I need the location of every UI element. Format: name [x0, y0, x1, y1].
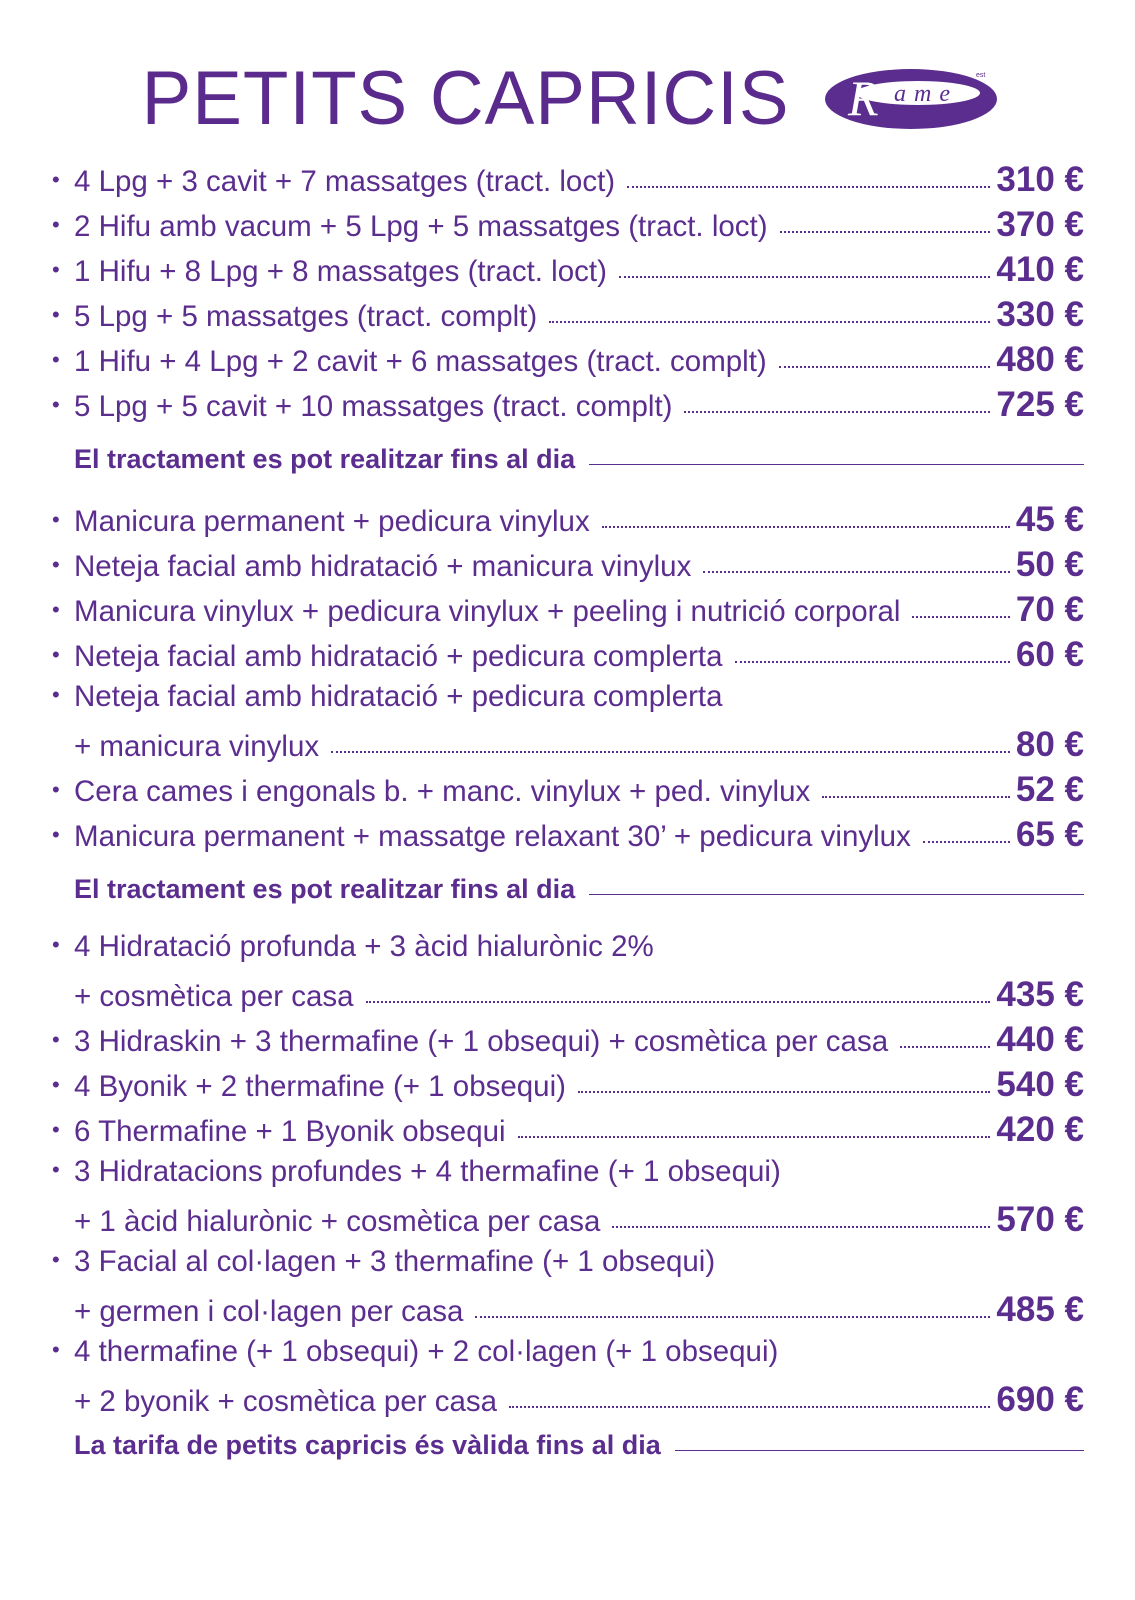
leader-dots: [900, 1042, 990, 1048]
list-item-continuation: [52, 1200, 1084, 1246]
note-text: El tractament es pot realitzar fins al dia: [74, 874, 576, 904]
leader-dots: [578, 1087, 990, 1093]
item-label: + 1 àcid hialurònic + cosmètica per casa: [74, 1205, 601, 1238]
list-item: [52, 1155, 1084, 1201]
list-item: [52, 1020, 1084, 1066]
list-item: [52, 500, 1084, 546]
list-item: [52, 590, 1084, 636]
bullet-icon: •: [52, 1247, 60, 1272]
list-item: [52, 770, 1084, 816]
item-label: + cosmètica per casa: [74, 980, 354, 1013]
logo-rest: ame: [894, 81, 959, 107]
bullet-icon: •: [52, 1072, 60, 1097]
item-label: + germen i col·lagen per casa: [74, 1295, 464, 1328]
list-item: [52, 295, 1084, 341]
bullet-icon: •: [52, 257, 60, 282]
bullet-icon: •: [52, 597, 60, 622]
leader-dots: [475, 1312, 990, 1318]
list-item: [52, 1065, 1084, 1111]
leader-dots: [331, 747, 1010, 753]
bullet-icon: •: [52, 642, 60, 667]
item-price: 65 €: [1015, 815, 1084, 854]
item-label: Cera cames i engonals b. + manc. vinylux + ped. vinylux: [74, 775, 811, 808]
list-item-continuation: [52, 1380, 1084, 1426]
leader-dots: [612, 1222, 990, 1228]
validity-note: [74, 1430, 1084, 1461]
bullet-icon: •: [52, 167, 60, 192]
list-item: [52, 635, 1084, 681]
list-item: [52, 160, 1084, 206]
item-price: 410 €: [996, 250, 1084, 289]
date-blank-line: [675, 1450, 1084, 1451]
bullet-icon: •: [52, 212, 60, 237]
bullet-icon: •: [52, 682, 60, 707]
validity-note: [74, 444, 1084, 475]
list-item-continuation: [52, 975, 1084, 1021]
leader-dots: [923, 837, 1010, 843]
item-price: 370 €: [996, 205, 1084, 244]
item-label: Manicura vinylux + pedicura vinylux + peeling i nutrició corporal: [74, 595, 901, 628]
bullet-icon: •: [52, 1337, 60, 1362]
logo-initial: R: [848, 70, 879, 126]
bullet-icon: •: [52, 1157, 60, 1182]
list-item: [52, 1335, 1084, 1381]
item-price: 70 €: [1015, 590, 1084, 629]
item-price: 540 €: [996, 1065, 1084, 1104]
item-label: 4 Hidratació profunda + 3 àcid hialurònic 2%: [74, 930, 654, 963]
leader-dots: [619, 272, 991, 278]
bullet-icon: •: [52, 507, 60, 532]
list-item: [52, 340, 1084, 386]
leader-dots: [509, 1402, 990, 1408]
item-label: + manicura vinylux: [74, 730, 320, 763]
bullet-icon: •: [52, 347, 60, 372]
header: [0, 48, 1135, 148]
rame-logo: [822, 63, 1000, 133]
bullet-icon: •: [52, 822, 60, 847]
list-item: [52, 930, 1084, 976]
bullet-icon: •: [52, 302, 60, 327]
bullet-icon: •: [52, 1117, 60, 1142]
list-item: [52, 680, 1084, 726]
item-price: 440 €: [996, 1020, 1084, 1059]
bullet-icon: •: [52, 777, 60, 802]
item-price: 570 €: [996, 1200, 1084, 1239]
logo-small-text: est: [976, 72, 986, 79]
item-label: 4 thermafine (+ 1 obsequi) + 2 col·lagen (+ 1 obsequi): [74, 1335, 779, 1368]
list-item: [52, 385, 1084, 431]
item-label: Manicura permanent + massatge relaxant 30’ + pedicura vinylux: [74, 820, 911, 853]
item-label: Neteja facial amb hidratació + pedicura complerta: [74, 680, 723, 713]
item-price: 80 €: [1015, 725, 1084, 764]
leader-dots: [366, 997, 991, 1003]
item-price: 45 €: [1015, 500, 1084, 539]
item-label: 1 Hifu + 4 Lpg + 2 cavit + 6 massatges (tract. complt): [74, 345, 767, 378]
list-item: [52, 1110, 1084, 1156]
bullet-icon: •: [52, 392, 60, 417]
item-price: 60 €: [1015, 635, 1084, 674]
validity-note: [74, 874, 1084, 905]
list-item-continuation: [52, 725, 1084, 771]
item-price: 485 €: [996, 1290, 1084, 1329]
bullet-icon: •: [52, 1027, 60, 1052]
leader-dots: [735, 657, 1010, 663]
item-price: 690 €: [996, 1380, 1084, 1419]
leader-dots: [912, 612, 1009, 618]
item-price: 52 €: [1015, 770, 1084, 809]
note-text: La tarifa de petits capricis és vàlida fins al dia: [74, 1430, 661, 1460]
item-price: 50 €: [1015, 545, 1084, 584]
leader-dots: [684, 407, 990, 413]
item-price: 435 €: [996, 975, 1084, 1014]
bullet-icon: •: [52, 932, 60, 957]
item-label: 4 Byonik + 2 thermafine (+ 1 obsequi): [74, 1070, 566, 1103]
item-label: 3 Hidraskin + 3 thermafine (+ 1 obsequi) + cosmètica per casa: [74, 1025, 889, 1058]
leader-dots: [602, 522, 1010, 528]
list-item: [52, 1245, 1084, 1291]
leader-dots: [822, 792, 1010, 798]
leader-dots: [627, 182, 990, 188]
item-label: 5 Lpg + 5 massatges (tract. complt): [74, 300, 538, 333]
item-price: 310 €: [996, 160, 1084, 199]
item-label: 6 Thermafine + 1 Byonik obsequi: [74, 1115, 506, 1148]
leader-dots: [518, 1132, 991, 1138]
item-label: 3 Hidratacions profundes + 4 thermafine (+ 1 obsequi): [74, 1155, 781, 1188]
item-label: 4 Lpg + 3 cavit + 7 massatges (tract. loct): [74, 165, 616, 198]
item-label: 1 Hifu + 8 Lpg + 8 massatges (tract. loct): [74, 255, 607, 288]
date-blank-line: [589, 464, 1084, 465]
leader-dots: [549, 317, 990, 323]
date-blank-line: [589, 894, 1084, 895]
list-item: [52, 205, 1084, 251]
item-label: 3 Facial al col·lagen + 3 thermafine (+ 1 obsequi): [74, 1245, 716, 1278]
note-text: El tractament es pot realitzar fins al dia: [74, 444, 576, 474]
item-label: Neteja facial amb hidratació + pedicura complerta: [74, 640, 723, 673]
item-price: 420 €: [996, 1110, 1084, 1149]
list-item: [52, 545, 1084, 591]
item-label: Neteja facial amb hidratació + manicura vinylux: [74, 550, 692, 583]
list-item-continuation: [52, 1290, 1084, 1336]
leader-dots: [703, 567, 1010, 573]
list-item: [52, 250, 1084, 296]
item-price: 480 €: [996, 340, 1084, 379]
list-item: [52, 815, 1084, 861]
item-price: 330 €: [996, 295, 1084, 334]
item-label: 2 Hifu amb vacum + 5 Lpg + 5 massatges (tract. loct): [74, 210, 768, 243]
leader-dots: [780, 227, 991, 233]
page-title: PETITS CAPRICIS: [141, 55, 790, 141]
leader-dots: [779, 362, 991, 368]
item-label: Manicura permanent + pedicura vinylux: [74, 505, 590, 538]
bullet-icon: •: [52, 552, 60, 577]
item-price: 725 €: [996, 385, 1084, 424]
item-label: + 2 byonik + cosmètica per casa: [74, 1385, 498, 1418]
item-label: 5 Lpg + 5 cavit + 10 massatges (tract. complt): [74, 390, 673, 423]
